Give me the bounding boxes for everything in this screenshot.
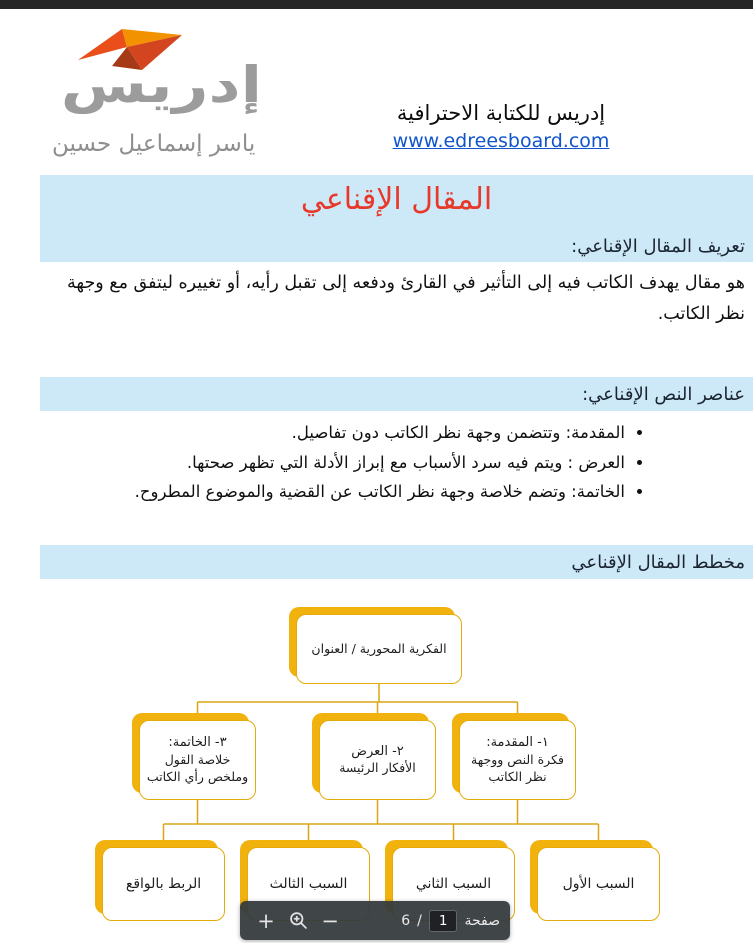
- elements-heading: عناصر النص الإقناعي:: [582, 383, 745, 405]
- diagram-root-box: الفكرية المحورية / العنوان: [296, 614, 462, 684]
- outline-heading: مخطط المقال الإقناعي: [571, 551, 745, 573]
- page-number-input[interactable]: 1: [429, 910, 458, 932]
- diagram-reason2-box: السبب الثاني: [392, 847, 515, 921]
- page-label: صفحة: [464, 912, 500, 929]
- diagram-intro-box: [459, 720, 576, 800]
- author-name: ياسر إسماعيل حسين: [52, 131, 256, 157]
- diagram-body-box: [319, 720, 436, 800]
- box-subtitle: خلاصة القول وملخص رأي الكاتب: [146, 751, 249, 784]
- logo-text: إدريس: [60, 56, 262, 114]
- zoom-in-button[interactable]: +: [257, 908, 275, 933]
- outline-heading-band: [40, 545, 753, 579]
- elements-heading-band: [40, 377, 753, 411]
- diagram-reason1-box: السبب الأول: [537, 847, 660, 921]
- list-item: • العرض : ويتم فيه سرد الأسباب مع إبراز الأدلة التي تظهر صحتها.: [100, 450, 625, 477]
- page-total: 6: [401, 912, 411, 929]
- brand-block: [372, 101, 630, 152]
- list-item: • الخاتمة: وتضم خلاصة وجهة نظر الكاتب عن القضية والموضوع المطروح.: [100, 479, 625, 506]
- brand-title: إدريس للكتابة الاحترافية: [396, 101, 606, 125]
- box-subtitle: الأفكار الرئيسة: [339, 760, 416, 776]
- page-title: المقال الإقناعي: [300, 182, 493, 217]
- elements-list: [100, 420, 645, 509]
- zoom-out-button[interactable]: −: [321, 908, 339, 933]
- page-top-border: [0, 0, 753, 9]
- box-title: ٢- العرض: [351, 743, 404, 759]
- diagram-conclusion-box: [139, 720, 256, 800]
- definition-heading: تعريف المقال الإقناعي:: [571, 236, 745, 257]
- title-band: [40, 175, 753, 262]
- box-title: ٣- الخاتمة:: [168, 735, 227, 751]
- box-subtitle: فكرة النص ووجهة نظر الكاتب: [471, 751, 564, 784]
- edrees-logo: [52, 18, 272, 128]
- pdf-viewer-toolbar: [240, 901, 510, 940]
- diagram-reality-link-box: الربط بالواقع: [102, 847, 225, 921]
- essay-outline-diagram: [0, 592, 753, 927]
- page-indicator: [401, 910, 500, 932]
- box-title: ١- المقدمة:: [486, 735, 549, 751]
- magnifier-zoom-icon[interactable]: [282, 906, 314, 936]
- page-separator: /: [417, 912, 422, 929]
- list-item: • المقدمة: وتتضمن وجهة نظر الكاتب دون تفاصيل.: [100, 420, 625, 447]
- diagram-reason3-box: السبب الثالث: [247, 847, 370, 921]
- website-link[interactable]: www.edreesboard.com: [392, 130, 610, 152]
- definition-text: هو مقال يهدف الكاتب فيه إلى التأثير في القارئ ودفعه إلى تقبل رأيه، أو تغييره ليتفق مع وجهة نظر الكاتب.: [67, 273, 745, 324]
